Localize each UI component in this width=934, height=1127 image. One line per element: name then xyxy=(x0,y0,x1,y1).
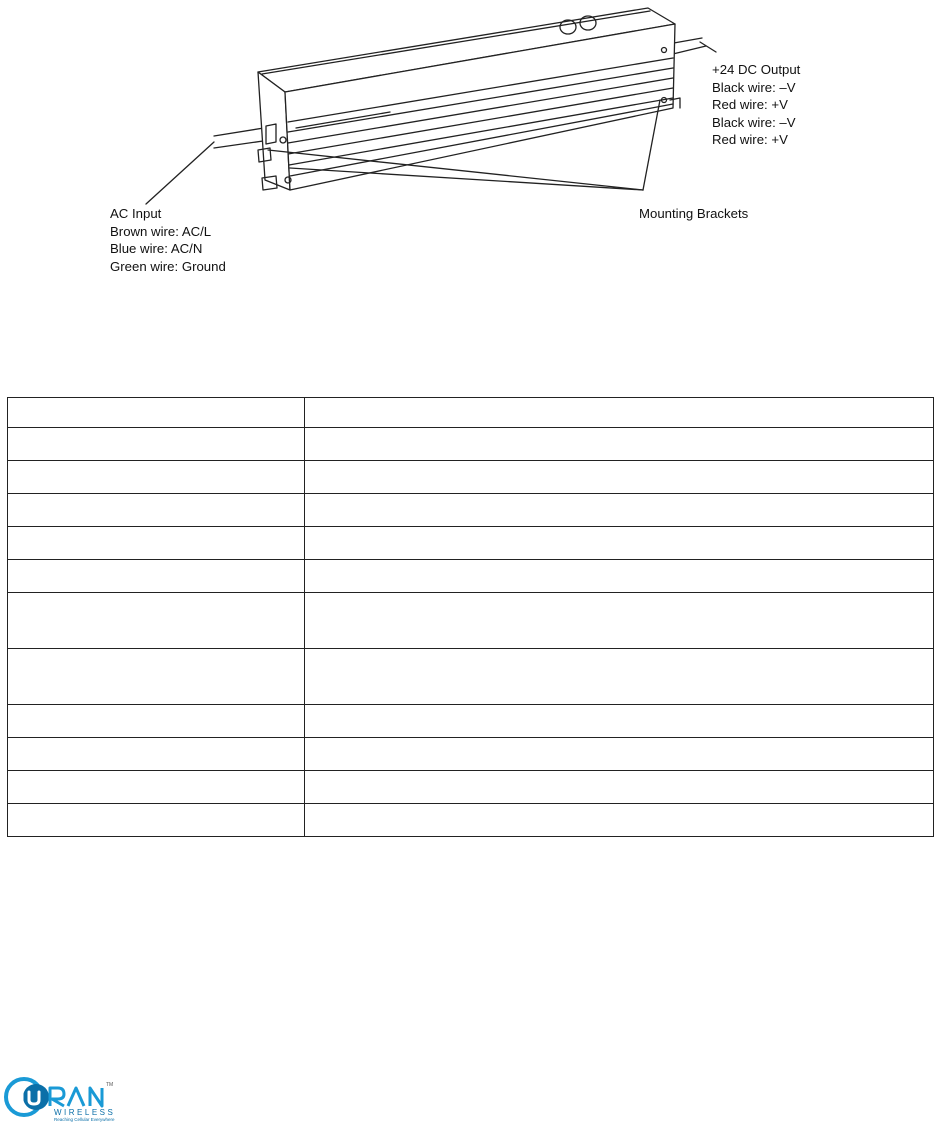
table-cell xyxy=(305,771,934,804)
ac-input-green-wire: Green wire: Ground xyxy=(110,258,226,274)
table-cell xyxy=(8,738,305,771)
dc-output-callout xyxy=(712,61,800,149)
table-row xyxy=(8,804,934,837)
table-row xyxy=(8,705,934,738)
table-row xyxy=(8,649,934,705)
table-cell xyxy=(305,804,934,837)
table-cell xyxy=(305,398,934,428)
dc-output-black-wire-2: Black wire: –V xyxy=(712,114,796,130)
svg-text:Reaching Cellular Everywhere: Reaching Cellular Everywhere xyxy=(54,1117,115,1122)
table-cell xyxy=(8,494,305,527)
table-cell xyxy=(305,649,934,705)
table-row xyxy=(8,593,934,649)
table-row xyxy=(8,398,934,428)
table-row xyxy=(8,771,934,804)
table-row xyxy=(8,428,934,461)
table-row xyxy=(8,527,934,560)
table-cell xyxy=(8,804,305,837)
ac-input-title: AC Input xyxy=(110,206,162,221)
table-cell xyxy=(305,705,934,738)
dc-output-title: +24 DC Output xyxy=(712,62,801,77)
table-cell xyxy=(8,771,305,804)
spec-table xyxy=(7,397,934,837)
table-cell xyxy=(8,428,305,461)
svg-text:TM: TM xyxy=(106,1082,114,1088)
table-cell xyxy=(8,398,305,428)
table-cell xyxy=(305,527,934,560)
nuran-wireless-logo xyxy=(2,1074,142,1122)
table-row xyxy=(8,738,934,771)
table-cell xyxy=(305,593,934,649)
table-cell xyxy=(305,428,934,461)
table-cell xyxy=(8,705,305,738)
svg-text:WIRELESS: WIRELESS xyxy=(54,1108,116,1117)
ac-input-callout xyxy=(110,205,226,275)
table-row xyxy=(8,560,934,593)
mounting-brackets-callout xyxy=(639,205,748,223)
table-cell xyxy=(305,738,934,771)
ac-input-brown-wire: Brown wire: AC/L xyxy=(110,223,212,239)
ac-input-blue-wire: Blue wire: AC/N xyxy=(110,241,203,256)
table-cell xyxy=(8,461,305,494)
nuran-logo-graphic xyxy=(2,1074,142,1122)
table-cell xyxy=(8,649,305,705)
table-row xyxy=(8,461,934,494)
table-cell xyxy=(305,494,934,527)
table-row xyxy=(8,494,934,527)
dc-output-black-wire-1: Black wire: –V xyxy=(712,79,796,95)
table-cell xyxy=(305,461,934,494)
dc-output-red-wire-2: Red wire: +V xyxy=(712,132,788,147)
power-supply-diagram xyxy=(0,0,934,300)
logo-circle-icon xyxy=(23,1084,49,1110)
table-cell xyxy=(8,593,305,649)
table-cell xyxy=(8,527,305,560)
table-cell xyxy=(305,560,934,593)
table-cell xyxy=(8,560,305,593)
dc-output-red-wire-1: Red wire: +V xyxy=(712,97,788,112)
mounting-brackets-label: Mounting Brackets xyxy=(639,206,749,221)
